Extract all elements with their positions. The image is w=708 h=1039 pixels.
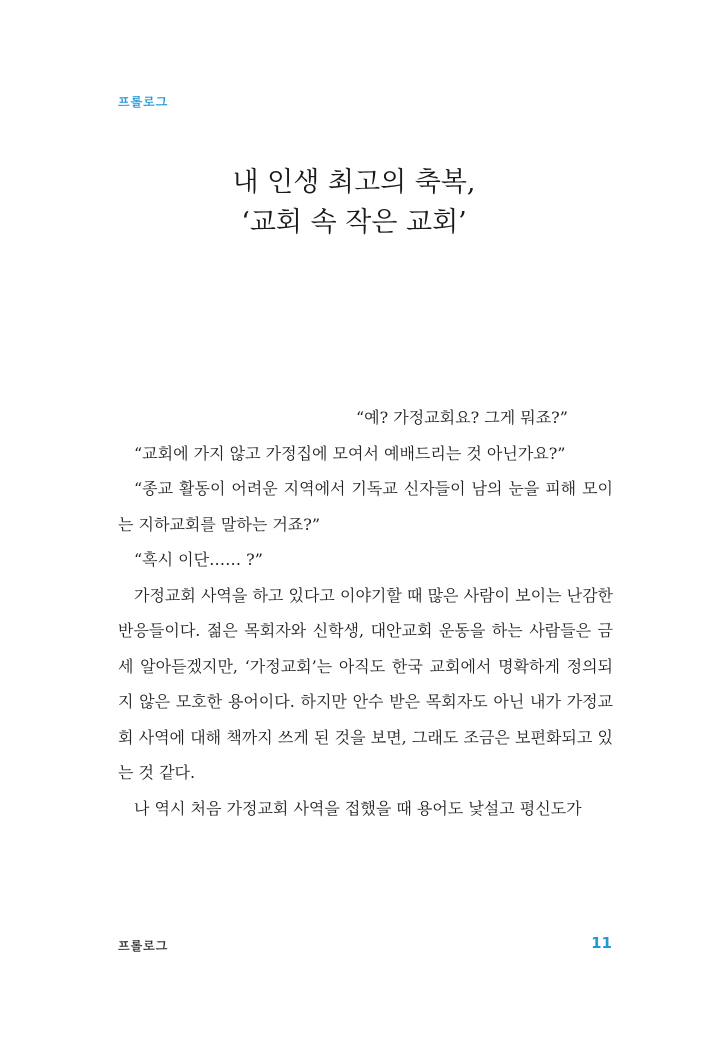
paragraph: “교회에 가지 않고 가정집에 모여서 예배드리는 것 아닌가요?” xyxy=(134,443,566,463)
section-label: 프롤로그 xyxy=(118,95,169,109)
paragraph: “종교 활동이 어려운 지역에서 기독교 신자들이 남의 눈을 피해 모이는 지하교회를 말하는 거죠?” xyxy=(118,479,613,534)
footer-section-label: 프롤로그 xyxy=(118,939,169,953)
paragraph: “예? 가정교회요? 그게 뭐죠?” xyxy=(356,408,568,427)
paragraph: 가정교회 사역을 하고 있다고 이야기할 때 많은 사람이 보이는 난감한 반응들이다. 젊은 목회자와 신학생, 대안교회 운동을 하는 사람들은 금세 알아듣겠지만, ‘가정교회’는 아직도 한국 교회에서 명확하게 정의되지 않은 모호한 용어이다. 하지만 안수 받은 목회자도 아닌 내가 가정교회 사역에 대해 책까지 쓰게 된 것을 보면, 그래도 조금은 보편화되고 있는 것 같다. xyxy=(118,585,613,782)
page-number: 11 xyxy=(591,934,612,952)
body-text xyxy=(118,400,613,826)
chapter-title-line-1: 내 인생 최고의 축복, xyxy=(232,167,476,198)
paragraph: “혹시 이단…… ?” xyxy=(134,550,263,569)
chapter-title xyxy=(0,163,708,243)
chapter-title-line-2: ‘교회 속 작은 교회’ xyxy=(241,207,467,238)
paragraph: 나 역시 처음 가정교회 사역을 접했을 때 용어도 낯설고 평신도가 xyxy=(134,798,582,818)
